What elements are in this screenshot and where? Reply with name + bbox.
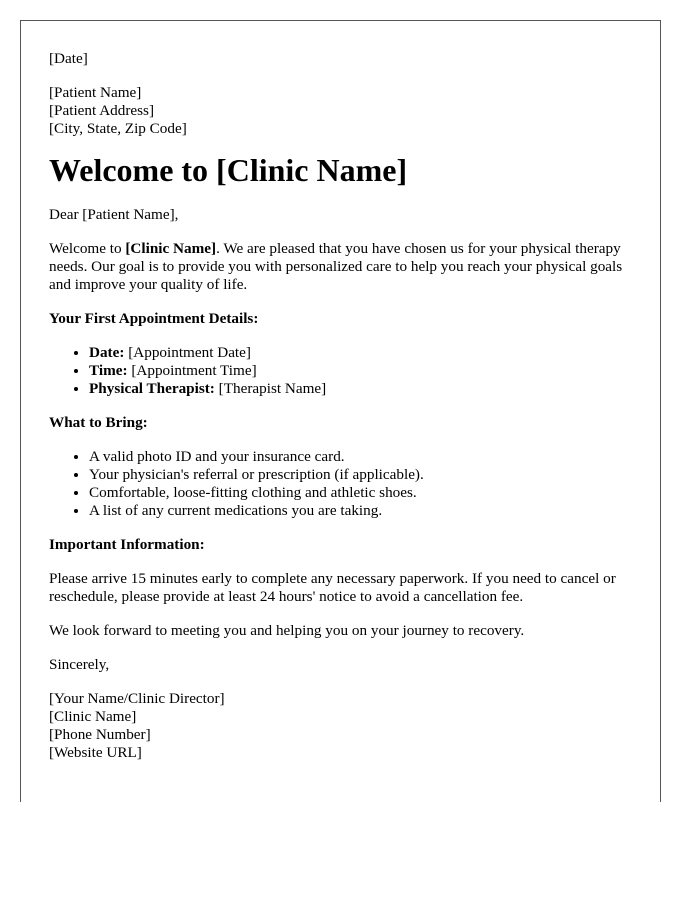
closing-paragraph: We look forward to meeting you and helping you on your journey to recovery.	[49, 622, 525, 639]
signature-clinic: [Clinic Name]	[49, 708, 137, 725]
signature-phone: [Phone Number]	[49, 726, 151, 743]
salutation: Dear [Patient Name],	[49, 206, 179, 223]
appointment-item-therapist	[89, 380, 632, 398]
appointment-date-value: [Appointment Date]	[124, 344, 251, 361]
appointment-time-value: [Appointment Time]	[127, 362, 257, 379]
bring-list	[49, 448, 632, 520]
appointment-therapist-label: Physical Therapist:	[89, 380, 215, 397]
letter-page	[20, 20, 661, 802]
appointment-time-label: Time:	[89, 362, 128, 379]
appointment-item-date	[89, 344, 632, 362]
appointment-heading: Your First Appointment Details:	[49, 310, 259, 327]
letter-title: Welcome to [Clinic Name]	[49, 152, 408, 188]
important-heading: Important Information:	[49, 536, 205, 553]
appointment-list	[49, 344, 632, 398]
bring-item-referral: • Your physician's referral or prescription (if applicable).	[89, 466, 632, 484]
signature-name: [Your Name/Clinic Director]	[49, 690, 225, 707]
intro-prefix: Welcome to	[49, 240, 126, 257]
recipient-address: [Patient Address]	[49, 102, 155, 119]
signoff: Sincerely,	[49, 656, 110, 673]
appointment-item-time	[89, 362, 632, 380]
recipient-address-block	[49, 84, 632, 138]
bring-heading: What to Bring:	[49, 414, 148, 431]
intro-clinic-name: [Clinic Name]	[125, 240, 217, 257]
bring-item-id: • A valid photo ID and your insurance card.	[89, 448, 632, 466]
appointment-date-label: Date:	[89, 344, 125, 361]
recipient-name: [Patient Name]	[49, 84, 142, 101]
important-text: Please arrive 15 minutes early to complete any necessary paperwork. If you need to cancel or reschedule, please provide at least 24 hours' notice to avoid a cancellation fee.	[49, 570, 616, 605]
appointment-therapist-value: [Therapist Name]	[214, 380, 327, 397]
recipient-city-state-zip: [City, State, Zip Code]	[49, 120, 187, 137]
intro-suffix: . We are pleased that you have chosen us for your physical therapy needs. Our goal is to provide you with personalized care to help you reach your physical goals and improve your quality of life.	[49, 240, 623, 293]
signature-block	[49, 690, 632, 762]
letter-date: [Date]	[49, 50, 88, 67]
bring-item-medications: • A list of any current medications you are taking.	[89, 502, 632, 520]
bring-item-clothing: • Comfortable, loose-fitting clothing and athletic shoes.	[89, 484, 632, 502]
intro-paragraph	[49, 240, 632, 294]
signature-website: [Website URL]	[49, 744, 142, 761]
